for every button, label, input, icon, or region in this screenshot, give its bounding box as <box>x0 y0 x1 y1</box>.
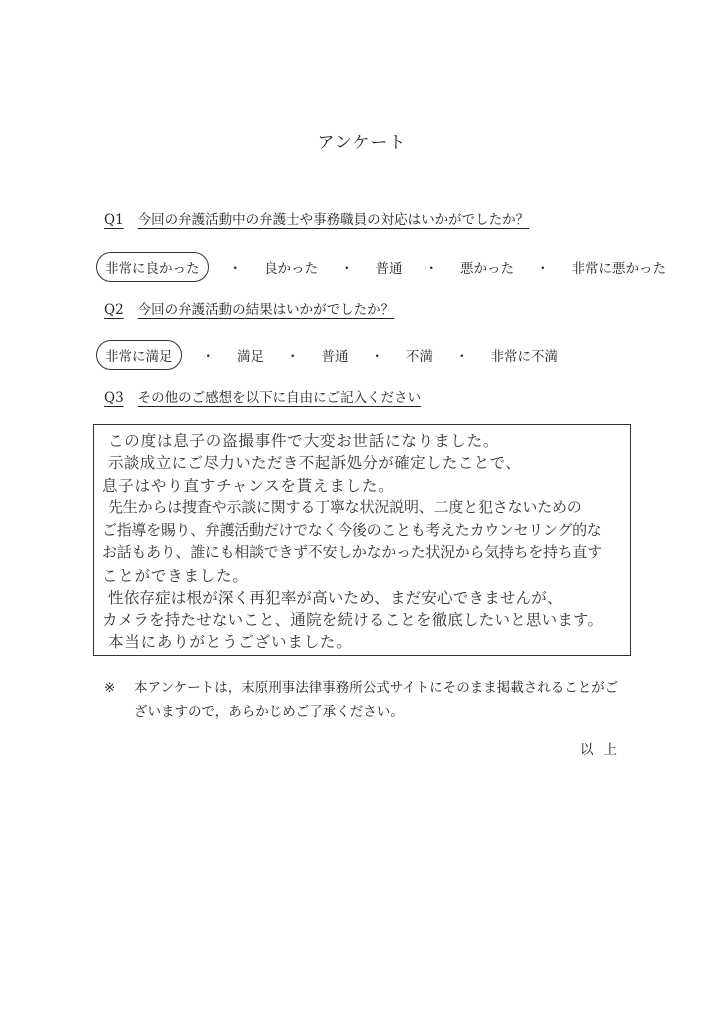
question-3 <box>104 386 421 406</box>
comment-line: この度は息子の盗撮事件で大変お世話になりました。 <box>108 432 500 450</box>
separator: ・ <box>370 349 384 365</box>
comment-line: ご指導を賜り、弁護活動だけでなく今後のことも考えたカウンセリング的な <box>102 521 602 539</box>
separator: ・ <box>228 261 242 277</box>
q1-option-bad[interactable]: 悪かった <box>460 261 514 277</box>
comment-line: 本当にありがとうございました。 <box>108 633 353 651</box>
closing-text: 以上 <box>580 742 627 758</box>
q2-option-satisfied[interactable]: 満足 <box>237 349 264 365</box>
note-text: 本アンケートは，末原刑事法律事務所公式サイトにそのまま掲載されることがございますので，あらかじめご了承ください。 <box>134 680 619 720</box>
q2-option-average[interactable]: 普通 <box>321 349 349 365</box>
separator: ・ <box>455 349 469 365</box>
comment-line: 性依存症は根が深く再犯率が高いため、まだ安心できませんが、 <box>108 589 563 607</box>
comment-line: お話もあり、誰にも相談できず不安しかなかった状況から気持ちを持ち直す <box>102 543 602 561</box>
question-2-number: Q2 <box>104 302 124 318</box>
page-title: アンケート <box>317 133 407 153</box>
question-1-number: Q1 <box>104 212 124 228</box>
q2-option-very-satisfied[interactable]: 非常に満足 <box>96 340 182 370</box>
separator: ・ <box>424 261 438 277</box>
question-2-options <box>104 340 560 370</box>
note-mark: ※ <box>104 680 116 696</box>
comment-line: 示談成立にご尽力いただき不起訴処分が確定したことで、 <box>108 454 522 472</box>
separator: ・ <box>340 261 354 277</box>
separator: ・ <box>201 349 215 365</box>
comment-box <box>93 424 631 656</box>
question-1-options <box>104 252 668 282</box>
comment-line: カメラを持たせないこと、通院を続けることを徹底したいと思います。 <box>102 611 604 629</box>
q2-option-very-dissatisfied[interactable]: 非常に不満 <box>490 349 558 365</box>
q1-option-good[interactable]: 良かった <box>264 261 318 277</box>
question-3-text: その他のご感想を以下に自由にご記入ください <box>137 390 422 406</box>
question-2 <box>104 298 394 318</box>
q1-option-very-bad[interactable]: 非常に悪かった <box>571 261 666 277</box>
question-1-text: 今回の弁護活動中の弁護士や事務職員の対応はいかがでしたか？ <box>137 212 530 228</box>
question-3-number: Q3 <box>104 390 124 406</box>
disclaimer-note <box>104 676 624 724</box>
comment-line: ことができました。 <box>102 567 249 585</box>
q1-option-average[interactable]: 普通 <box>375 261 403 277</box>
separator: ・ <box>536 261 550 277</box>
comment-line: 先生からは捜査や示談に関する丁寧な状況説明、二度と犯さないための <box>108 498 582 516</box>
separator: ・ <box>286 349 300 365</box>
question-2-text: 今回の弁護活動の結果はいかがでしたか？ <box>137 302 395 318</box>
q2-option-dissatisfied[interactable]: 不満 <box>406 349 433 365</box>
comment-line: 息子はやり直すチャンスを貰えました。 <box>102 477 395 495</box>
question-1 <box>104 208 529 228</box>
q1-option-very-good[interactable]: 非常に良かった <box>96 252 209 282</box>
